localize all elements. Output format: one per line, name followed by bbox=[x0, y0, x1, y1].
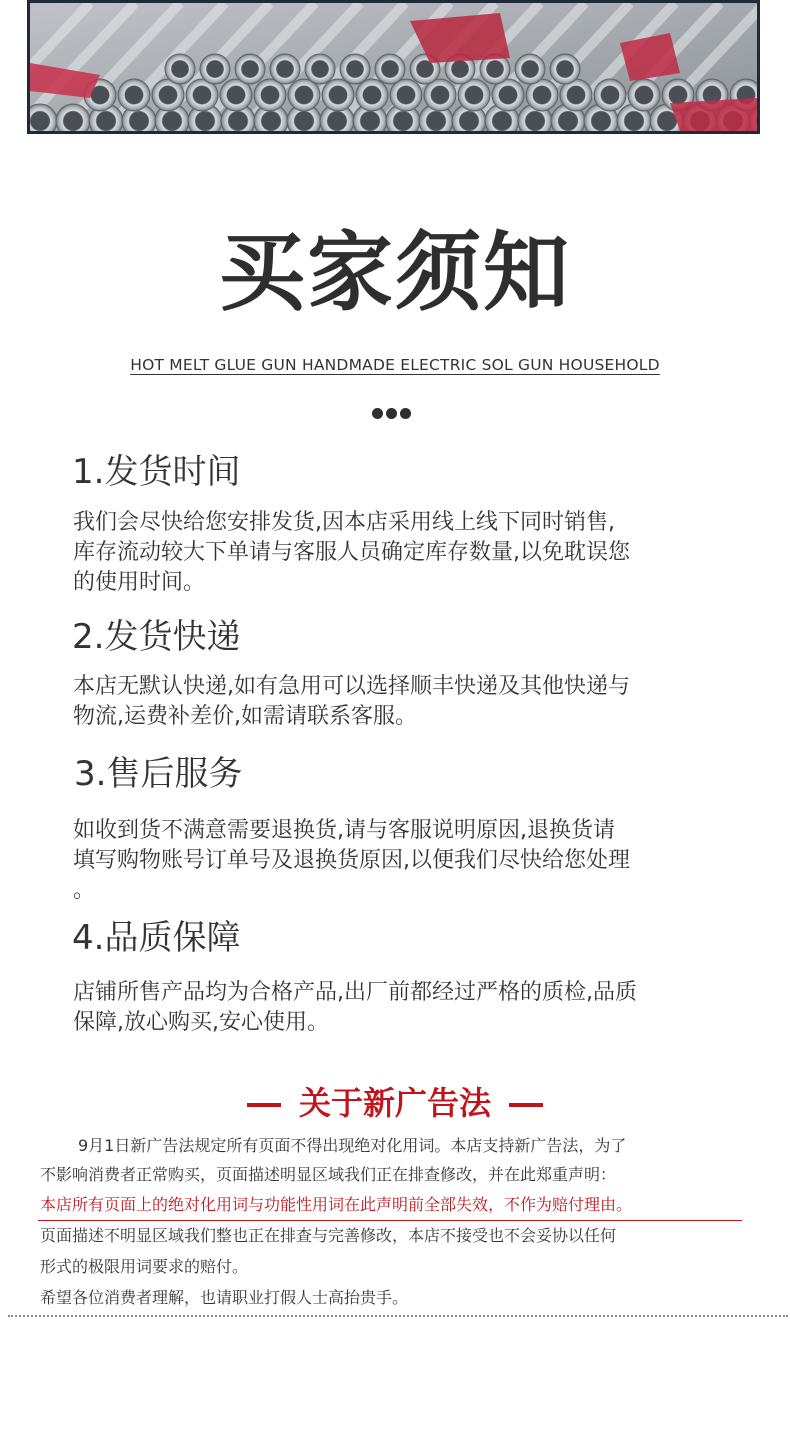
ad-law-line: 9月1日新广告法规定所有页面不得出现绝对化用词。本店支持新广告法，为了 bbox=[78, 1136, 627, 1155]
pipe-end bbox=[515, 54, 545, 84]
section-body-shipping-time: 我们会尽快给您安排发货,因本店采用线上线下同时销售, 库存流动较大下单请与客服人员确定库存数量,以免耽误您 的使用时间。 bbox=[73, 510, 630, 595]
page-title: 买家须知 bbox=[219, 223, 571, 323]
section-body-after-sales: 如收到货不满意需要退换货,请与客服说明原因,退换货请 填写购物账号订单号及退换货原因,以便我们尽快给您处理 。 bbox=[73, 818, 630, 903]
pipe-end bbox=[356, 79, 388, 111]
ad-law-line: 形式的极限用词要求的赔付。 bbox=[40, 1257, 249, 1276]
ad-law-line: 页面描述不明显区域我们整也正在排查与完善修改，本店不接受也不会妥协以任何 bbox=[40, 1226, 617, 1245]
section-body-quality: 店铺所售产品均为合格产品,出厂前都经过严格的质检,品质 保障,放心购买,安心使用。 bbox=[73, 980, 637, 1035]
ad-law-disclaimer-line: 本店所有页面上的绝对化用词与功能性用词在此声明前全部失效，不作为赔付理由。 bbox=[40, 1195, 633, 1214]
red-divider bbox=[38, 1220, 742, 1221]
page-subtitle: HOT MELT GLUE GUN HANDMADE ELECTRIC SOL GUN HOUSEHOLD bbox=[130, 356, 660, 374]
section-heading-shipping-time: 1.发货时间 bbox=[72, 452, 241, 492]
red-wrap-corner bbox=[670, 98, 757, 131]
pipe-end bbox=[288, 79, 320, 111]
section-body-courier: 本店无默认快递,如有急用可以选择顺丰快递及其他快递与 物流,运费补差价,如需请联系客服。 bbox=[73, 674, 630, 729]
section-heading-courier: 2.发货快递 bbox=[72, 617, 241, 657]
pipe-end bbox=[200, 54, 230, 84]
ad-law-line: 不影响消费者正常购买，页面描述明显区域我们正在排查修改，并在此郑重声明： bbox=[40, 1165, 617, 1184]
pipe-end bbox=[550, 54, 580, 84]
ellipsis-dots-icon bbox=[372, 404, 418, 416]
steel-pipes-banner-image bbox=[27, 0, 760, 134]
section-heading-after-sales: 3.售后服务 bbox=[74, 754, 243, 794]
pipe-end bbox=[322, 79, 354, 111]
pipe-end bbox=[375, 54, 405, 84]
pipe-end bbox=[594, 79, 626, 111]
pipe-end bbox=[340, 54, 370, 84]
steel-pipes-illustration bbox=[30, 3, 757, 131]
ad-law-line: 希望各位消费者理解，也请职业打假人士高抬贵手。 bbox=[40, 1288, 409, 1307]
section-heading-quality: 4.品质保障 bbox=[72, 918, 241, 958]
dotted-divider bbox=[8, 1315, 788, 1317]
pipe-end bbox=[118, 79, 150, 111]
pipe-end bbox=[305, 54, 335, 84]
pipe-end bbox=[235, 54, 265, 84]
dash-left-icon bbox=[247, 1103, 281, 1107]
pipe-end bbox=[270, 54, 300, 84]
pipe-end bbox=[390, 79, 422, 111]
ad-law-title: 关于新广告法 bbox=[0, 1078, 790, 1128]
dash-right-icon bbox=[509, 1103, 543, 1107]
pipe-end bbox=[165, 54, 195, 84]
pipe-end bbox=[628, 79, 660, 111]
